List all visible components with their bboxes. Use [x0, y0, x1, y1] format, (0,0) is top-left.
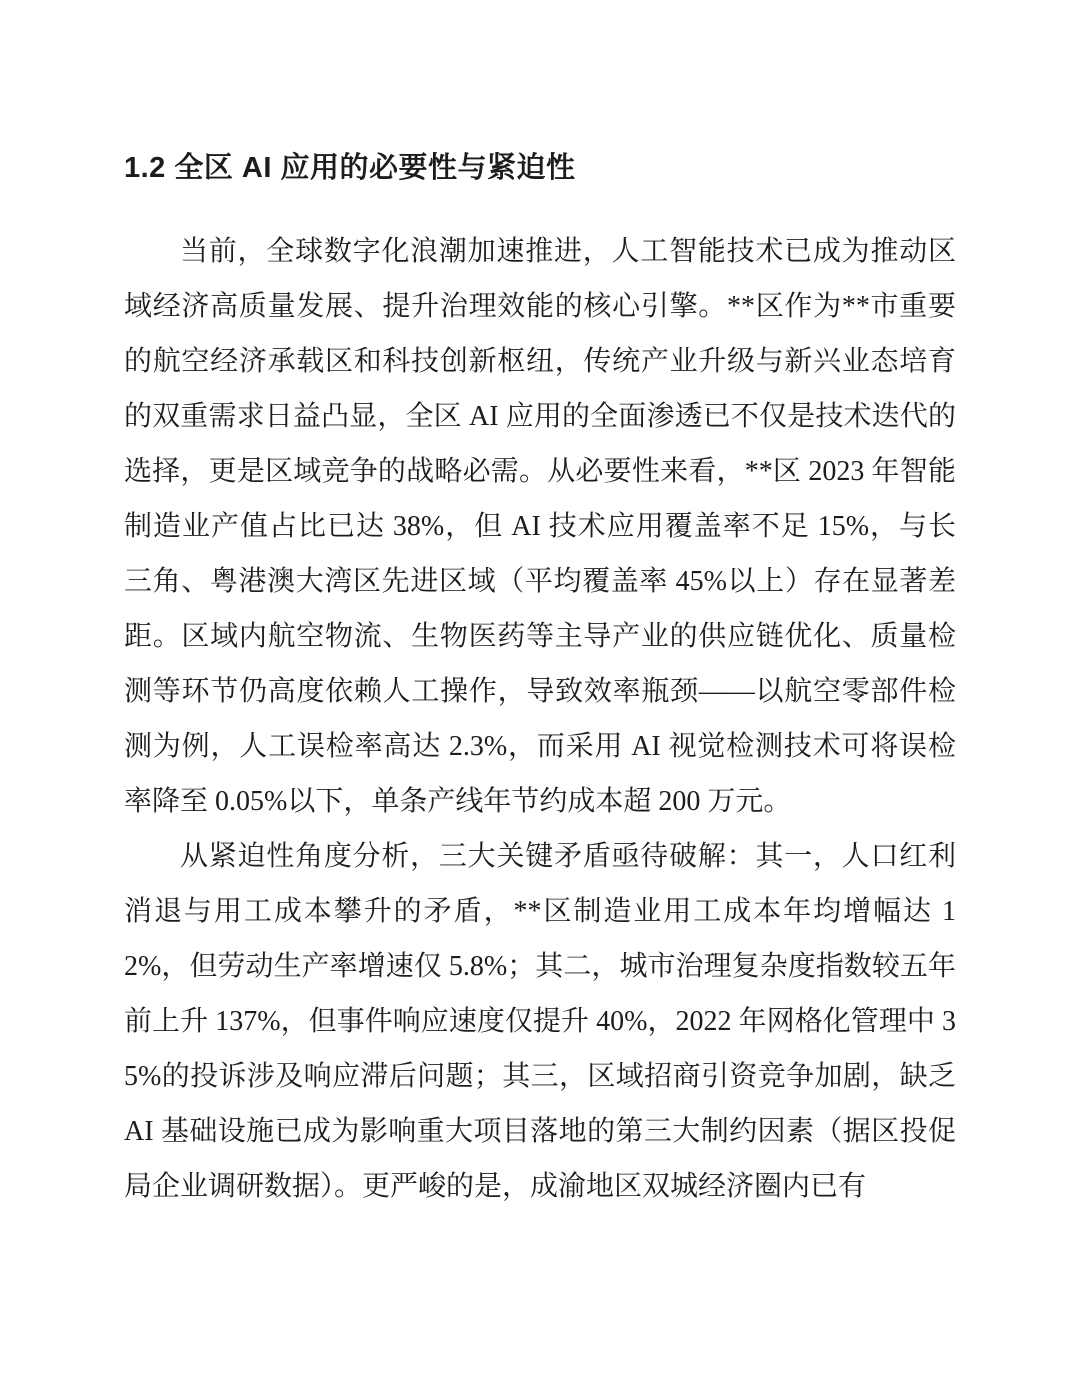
paragraph: 从紧迫性角度分析，三大关键矛盾亟待破解：其一，人口红利消退与用工成本攀升的矛盾，**区制造业用工成本年均增幅达 12%，但劳动生产率增速仅 5.8%；其二，城市治理复杂度指数较五年前上升 137%，但事件响应速度仅提升 40%，2022 年网格化管理中 35%的投诉涉及响应滞后问题；其三，区域招商引资竞争加剧，缺乏 AI 基础设施已成为影响重大项目落地的第三大制约因素（据区投促局企业调研数据）。更严峻的是，成渝地区双城经济圈内已有 [124, 841, 956, 1202]
document-body [124, 224, 956, 1214]
section-heading: 1.2 全区 AI 应用的必要性与紧迫性 [124, 152, 576, 184]
paragraph: 当前，全球数字化浪潮加速推进，人工智能技术已成为推动区域经济高质量发展、提升治理效能的核心引擎。**区作为**市重要的航空经济承载区和科技创新枢纽，传统产业升级与新兴业态培育的双重需求日益凸显，全区 AI 应用的全面渗透已不仅是技术迭代的选择，更是区域竞争的战略必需。从必要性来看，**区 2023 年智能制造业产值占比已达 38%，但 AI 技术应用覆盖率不足 15%，与长三角、粤港澳大湾区先进区域（平均覆盖率 45%以上）存在显著差距。区域内航空物流、生物医药等主导产业的供应链优化、质量检测等环节仍高度依赖人工操作，导致效率瓶颈——以航空零部件检测为例，人工误检率高达 2.3%，而采用 AI 视觉检测技术可将误检率降至 0.05%以下，单条产线年节约成本超 200 万元。 [124, 236, 956, 817]
